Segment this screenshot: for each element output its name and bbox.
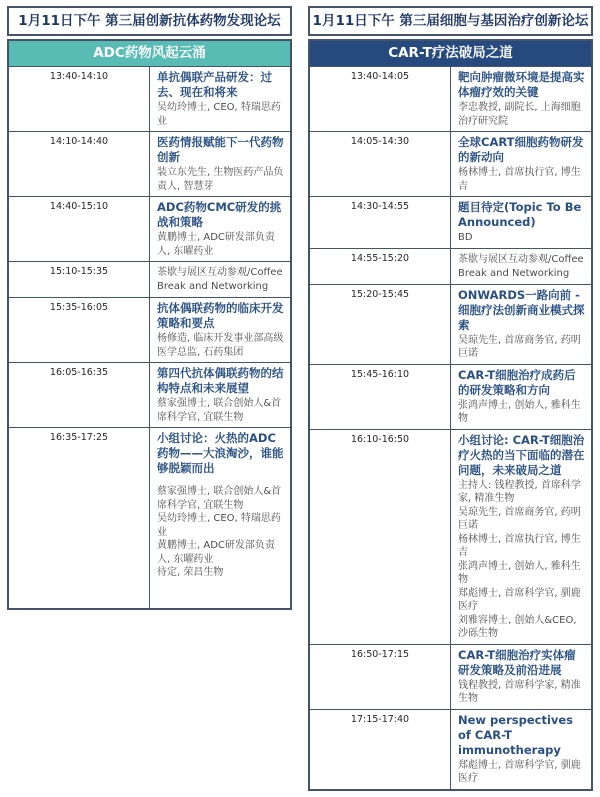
session-cell — [150, 67, 292, 132]
session-title: 第四代抗体偶联药物的结构特点和未来展望 — [157, 366, 284, 395]
break-label: 茶歇与展区互动参观/Coffee Break and Networking — [458, 253, 584, 279]
time-cell: 14:40-15:10 — [8, 197, 150, 262]
time-cell: 16:05-16:35 — [8, 363, 150, 428]
session-speaker: 杨修造, 临床开发事业部高级医学总监, 石药集团 — [157, 333, 284, 358]
session-title: 小组讨论：火热的ADC药物——大浪淘沙，谁能够脱颖而出 — [157, 431, 284, 475]
table-row-panel-discussion — [8, 428, 291, 609]
session-title: 题目待定(Topic To Be Announced) — [458, 200, 582, 229]
session-title: 单抗偶联产品研发：过去、现在和将来 — [157, 70, 272, 99]
time-cell: 14:10-14:40 — [8, 132, 150, 197]
time-cell: 15:20-15:45 — [309, 284, 451, 364]
session-speaker: 蔡家强博士, 联合创始人&首席科学官, 宜联生物 — [157, 398, 282, 423]
session-cell — [451, 284, 593, 364]
table-row — [8, 132, 291, 197]
agenda-table-cart — [308, 39, 593, 791]
table-row — [8, 363, 291, 428]
session-speaker: 李忠教授, 副院长, 上海细胞治疗研究院 — [458, 102, 581, 127]
session-title: 靶向肿瘤微环境是提高实体瘤疗效的关键 — [458, 70, 585, 99]
table-row — [309, 364, 592, 429]
session-title: ADC药物CMC研发的挑战和策略 — [157, 200, 282, 229]
forum-header-cart: 1月11日下午 第三届细胞与基因治疗创新论坛 — [308, 6, 593, 36]
session-title: CAR-T细胞治疗成药后的研发策略和方向 — [458, 367, 576, 397]
table-row — [309, 197, 592, 249]
time-cell: 14:30-14:55 — [309, 197, 451, 249]
session-title: 抗体偶联药物的临床开发策略和要点 — [157, 301, 284, 330]
session-cell — [150, 197, 292, 262]
theme-row — [8, 40, 291, 67]
break-label: 茶歇与展区互动参观/Coffee Break and Networking — [157, 267, 283, 292]
forum-header-adc: 1月11日下午 第三届创新抗体药物发现论坛 — [7, 6, 292, 36]
table-row — [309, 67, 592, 132]
session-speaker: 郑彪博士, 首席科学官, 驯鹿医疗 — [458, 759, 581, 784]
session-speaker: 吴琼先生, 首席商务官, 药明巨诺 — [458, 334, 581, 359]
session-title: 医药情报赋能下一代药物创新 — [157, 135, 284, 164]
session-speaker: 主持人: 钱程教授, 首席科学家, 精准生物 — [458, 479, 581, 504]
session-speaker: 钱程教授, 首席科学家, 精准生物 — [458, 679, 581, 704]
session-speaker: 杨林博士, 首席执行官, 博生吉 — [458, 167, 581, 192]
break-cell — [150, 262, 292, 298]
time-cell: 16:35-17:25 — [8, 428, 150, 609]
session-cell — [451, 709, 593, 790]
session-speaker: 蔡家强博士, 联合创始人&首席科学官, 宜联生物 — [157, 486, 282, 511]
session-speaker: 待定, 荣昌生物 — [157, 567, 224, 578]
session-speaker: 黄鹏博士, ADC研发部负责人, 东曜药业 — [157, 232, 275, 257]
session-title: ONWARDS一路向前 - 细胞疗法创新商业模式探索 — [458, 287, 585, 332]
session-title: CAR-T细胞治疗实体瘤研发策略及前沿进展 — [458, 647, 576, 677]
time-cell: 16:50-17:15 — [309, 644, 451, 709]
table-row — [8, 67, 291, 132]
time-cell: 15:45-16:10 — [309, 364, 451, 429]
table-row — [309, 132, 592, 197]
table-row — [8, 298, 291, 363]
session-speaker: 张鸿声博士, 创始人, 雅科生物 — [458, 560, 581, 585]
session-speaker: 吴幼玲博士, CEO, 特瑞思药业 — [157, 513, 281, 538]
session-title: 小组讨论: CAR-T细胞治疗火热的当下面临的潜在问题，未来破局之道 — [458, 432, 585, 477]
session-speaker: 杨林博士, 首席执行官, 博生吉 — [458, 533, 581, 558]
session-speaker: 张鸿声博士, 创始人, 雅科生物 — [458, 399, 581, 424]
panel-cart-forum — [308, 6, 593, 791]
time-cell: 15:35-16:05 — [8, 298, 150, 363]
theme-band-adc: ADC药物风起云涌 — [8, 40, 291, 67]
session-cell — [150, 363, 292, 428]
agenda-table-adc — [7, 39, 292, 610]
session-cell — [451, 132, 593, 197]
panel-adc-forum — [7, 6, 292, 791]
time-cell: 15:10-15:35 — [8, 262, 150, 298]
session-cell — [451, 364, 593, 429]
session-speaker: 黄鹏博士, ADC研发部负责人, 东曜药业 — [157, 540, 275, 565]
session-cell — [150, 428, 292, 609]
session-title: 全球CART细胞药物研发的新动向 — [458, 135, 584, 164]
break-cell — [451, 248, 593, 284]
table-row-panel-discussion — [309, 429, 592, 644]
table-row — [309, 709, 592, 790]
session-cell — [150, 298, 292, 363]
session-speaker: 装立东先生, 生物医药产品负责人, 智慧芽 — [157, 167, 284, 192]
time-cell: 13:40-14:10 — [8, 67, 150, 132]
session-cell — [451, 644, 593, 709]
session-title: New perspectives of CAR-T immunotherapy — [458, 712, 574, 757]
session-speaker: 吴琼先生, 首席商务官, 药明巨诺 — [458, 506, 581, 531]
time-cell: 16:10-16:50 — [309, 429, 451, 644]
table-row — [309, 284, 592, 364]
table-row-break — [309, 248, 592, 284]
theme-band-cart: CAR-T疗法破局之道 — [309, 40, 592, 67]
table-row-break — [8, 262, 291, 298]
session-speaker: 吴幼玲博士, CEO, 特瑞思药业 — [157, 102, 281, 127]
session-cell — [451, 429, 593, 644]
session-speaker: 刘雅容博士, 创始人&CEO, 沙砾生物 — [458, 614, 577, 639]
time-cell: 14:05-14:30 — [309, 132, 451, 197]
session-speaker: 郑彪博士, 首席科学官, 驯鹿医疗 — [458, 587, 581, 612]
session-speaker: BD — [458, 232, 473, 243]
theme-row — [309, 40, 592, 67]
table-row — [8, 197, 291, 262]
session-cell — [451, 67, 593, 132]
time-cell: 17:15-17:40 — [309, 709, 451, 790]
table-row — [309, 644, 592, 709]
session-cell — [451, 197, 593, 249]
session-cell — [150, 132, 292, 197]
time-cell: 14:55-15:20 — [309, 248, 451, 284]
time-cell: 13:40-14:05 — [309, 67, 451, 132]
